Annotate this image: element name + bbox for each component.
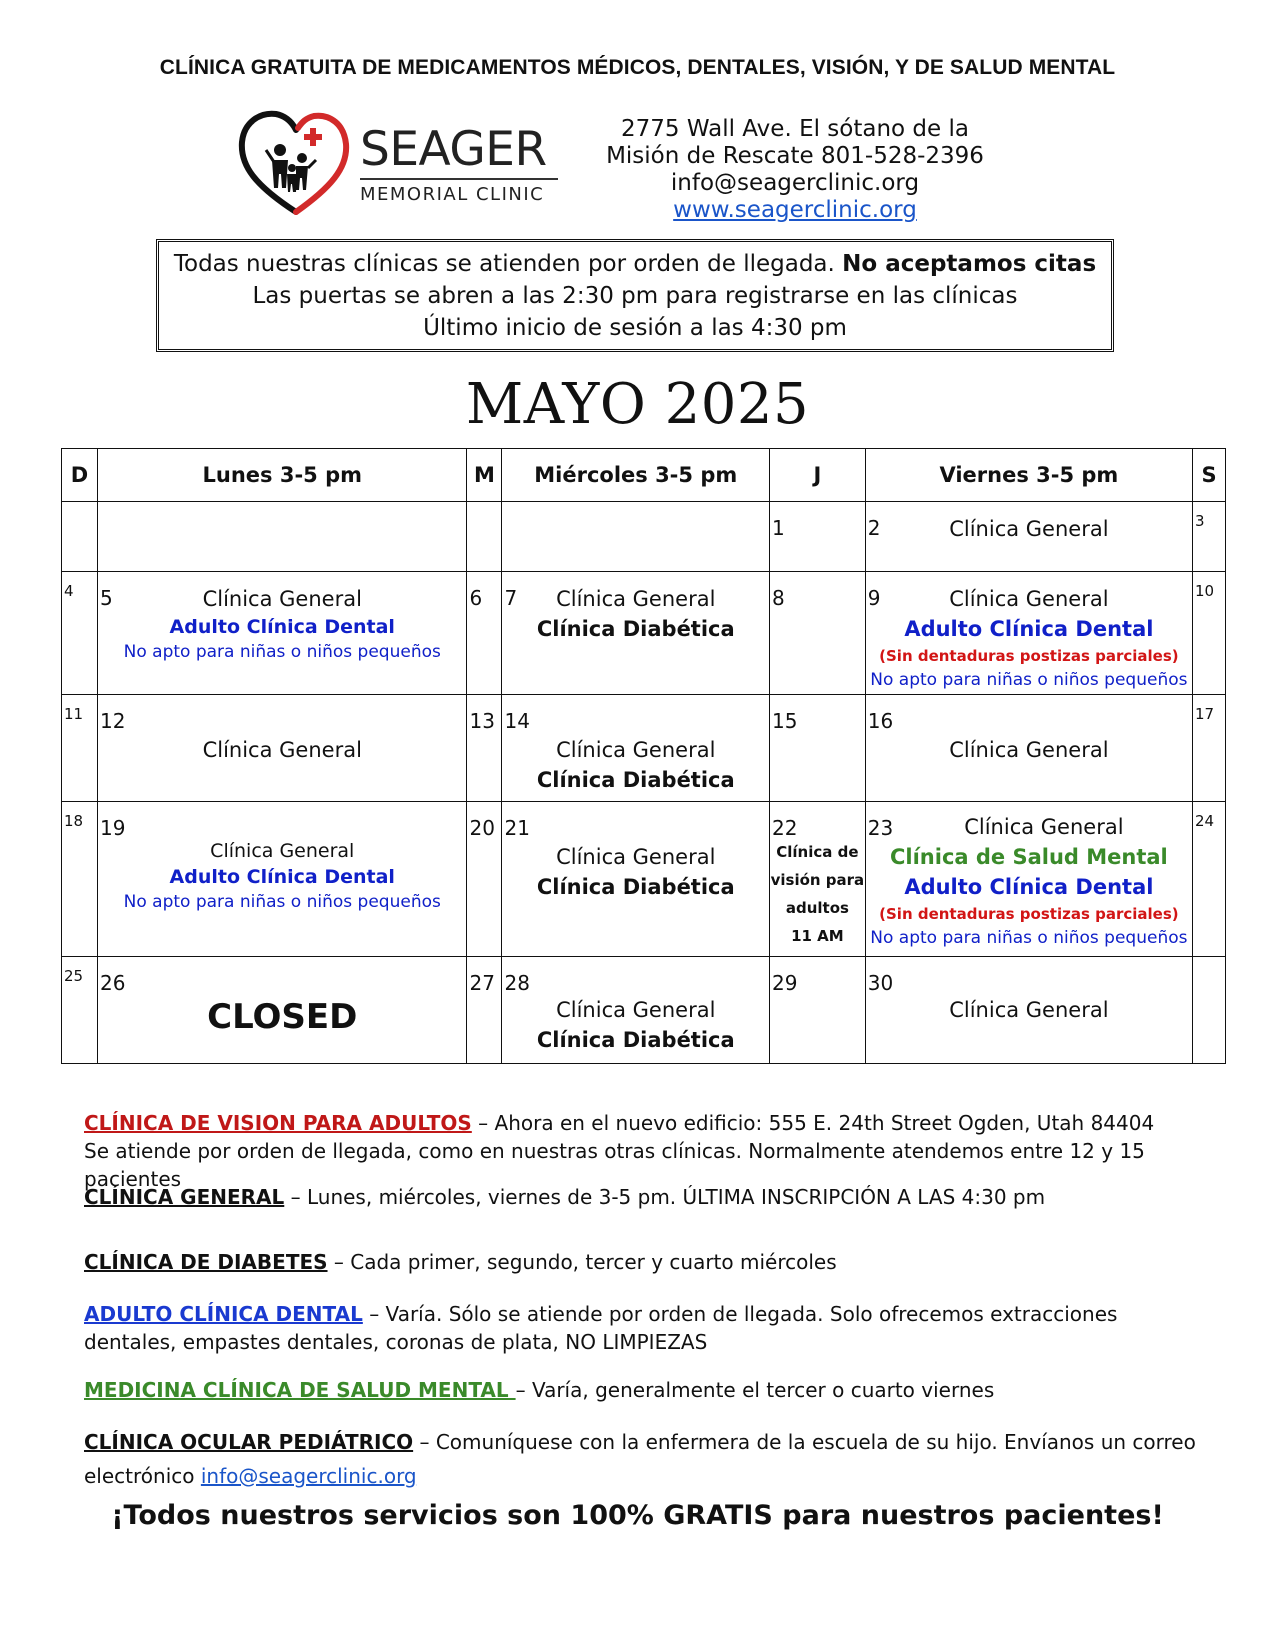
closed-label: CLOSED xyxy=(207,997,358,1037)
calendar-table xyxy=(61,448,1226,1064)
general-clinic-label: Clínica General xyxy=(202,738,362,762)
day-number: 16 xyxy=(867,709,894,733)
general-clinic-label: Clínica General xyxy=(556,845,716,869)
general-clinic-label: Clínica General xyxy=(210,840,355,862)
day-cell xyxy=(770,802,866,957)
notice-box xyxy=(156,239,1114,352)
day-number: 4 xyxy=(64,582,74,600)
day-cell xyxy=(1193,695,1226,802)
day-number: 18 xyxy=(64,812,84,830)
day-cell xyxy=(1193,802,1226,957)
week-row xyxy=(62,695,1226,802)
day-number: 25 xyxy=(64,967,84,985)
day-number: 30 xyxy=(867,971,894,995)
medical-cross-icon xyxy=(304,128,322,146)
day-number: 23 xyxy=(867,816,894,840)
week-row xyxy=(62,572,1226,695)
header-jueves: J xyxy=(770,449,866,502)
legend-dental: ADULTO CLÍNICA DENTAL – Varía. Sólo se atiende por orden de llegada. Solo ofrecemos extracciones dentales, empastes dentales, coronas de plata, NO LIMPIEZAS xyxy=(84,1302,1118,1354)
day-number: 3 xyxy=(1195,512,1205,530)
day-cell xyxy=(865,695,1192,802)
day-cell xyxy=(502,957,770,1064)
legend-mental-label: MEDICINA CLÍNICA DE SALUD MENTAL xyxy=(84,1378,516,1402)
diabetes-clinic-label: Clínica Diabética xyxy=(536,768,735,792)
adult-vision-clinic-note: Clínica de visión para adultos 11 AM xyxy=(770,843,865,945)
day-number: 20 xyxy=(469,816,495,840)
day-cell xyxy=(1193,502,1226,572)
legend-general-label: CLÍNICA GENERAL xyxy=(84,1185,285,1209)
notice-line-3: Último inicio de sesión a las 4:30 pm xyxy=(423,315,847,341)
week-row xyxy=(62,802,1226,957)
day-cell xyxy=(98,802,467,957)
header-domingo: D xyxy=(62,449,98,502)
notice-line-1: Todas nuestras clínicas se atienden por orden de llegada. No aceptamos citas xyxy=(173,251,1097,277)
dental-clinic-label: Adulto Clínica Dental xyxy=(169,616,395,638)
diabetes-clinic-label: Clínica Diabética xyxy=(536,875,735,899)
day-number: 10 xyxy=(1195,582,1215,600)
legend-vision: CLÍNICA DE VISION PARA ADULTOS – Ahora en el nuevo edificio: 555 E. 24th Street Ogden, Utah 84404 Se atiende por orden de llegada, como en nuestras otras clínicas. Normalmente atendemos entre 12 y 15 pacientes xyxy=(84,1111,1155,1191)
header-lunes: Lunes 3-5 pm xyxy=(98,449,467,502)
website-link[interactable]: www.seagerclinic.org xyxy=(673,197,917,223)
mental-health-clinic-label: Clínica de Salud Mental xyxy=(890,845,1168,869)
day-cell xyxy=(467,802,502,957)
day-cell xyxy=(502,695,770,802)
logo-divider xyxy=(360,178,558,180)
logo-subtitle: MEMORIAL CLINIC xyxy=(360,184,545,205)
no-dentures-note: (Sin dentaduras postizas parciales) xyxy=(879,647,1179,665)
legend-eye: CLÍNICA OCULAR PEDIÁTRICO – Comuníquese con la enfermera de la escuela de su hijo. Envíanos un correo electrónico info@seagerclinic.org xyxy=(84,1430,1196,1488)
day-number: 28 xyxy=(504,971,530,995)
legend-dental-label: ADULTO CLÍNICA DENTAL xyxy=(84,1302,363,1326)
day-cell xyxy=(62,695,98,802)
family-icon xyxy=(266,144,316,192)
no-kids-note: No apto para niñas o niños pequeños xyxy=(123,892,441,912)
day-cell xyxy=(502,572,770,695)
day-number: 9 xyxy=(867,586,881,610)
day-cell xyxy=(98,502,467,572)
legend-mental: MEDICINA CLÍNICA DE SALUD MENTAL – Varía, generalmente el tercer o cuarto viernes xyxy=(84,1378,995,1402)
no-kids-note: No apto para niñas o niños pequeños xyxy=(870,670,1188,690)
email-link[interactable]: info@seagerclinic.org xyxy=(200,1464,417,1488)
month-title: MAYO 2025 xyxy=(465,372,810,437)
day-number: 27 xyxy=(469,971,495,995)
no-kids-note: No apto para niñas o niños pequeños xyxy=(123,642,441,662)
legend-diabetes: CLÍNICA DE DIABETES – Cada primer, segundo, tercer y cuarto miércoles xyxy=(84,1250,837,1274)
day-cell xyxy=(98,572,467,695)
day-cell xyxy=(770,502,866,572)
day-cell xyxy=(865,802,1192,957)
day-number: 12 xyxy=(100,709,126,733)
day-cell xyxy=(865,572,1192,695)
legend-eye-label: CLÍNICA OCULAR PEDIÁTRICO xyxy=(84,1430,414,1454)
day-number: 21 xyxy=(504,816,530,840)
heart-logo-icon xyxy=(236,108,356,220)
general-clinic-label: Clínica General xyxy=(949,738,1109,762)
day-number: 29 xyxy=(772,971,798,995)
day-cell xyxy=(467,957,502,1064)
notice-line-2: Las puertas se abren a las 2:30 pm para registrarse en las clínicas xyxy=(252,283,1018,309)
day-number: 7 xyxy=(504,586,518,610)
legend-diabetes-label: CLÍNICA DE DIABETES xyxy=(84,1250,328,1274)
day-cell xyxy=(770,957,866,1064)
diabetes-clinic-label: Clínica Diabética xyxy=(536,617,735,641)
day-number: 17 xyxy=(1195,705,1215,723)
day-cell xyxy=(1193,957,1226,1064)
no-dentures-note: (Sin dentaduras postizas parciales) xyxy=(879,905,1179,923)
day-number: 24 xyxy=(1195,812,1215,830)
day-cell xyxy=(62,957,98,1064)
header-miercoles: Miércoles 3-5 pm xyxy=(502,449,770,502)
general-clinic-label: Clínica General xyxy=(964,815,1124,839)
legend-vision-label: CLÍNICA DE VISION PARA ADULTOS xyxy=(84,1111,472,1135)
day-cell xyxy=(98,957,467,1064)
legend-vision-detail: Se atiende por orden de llegada, como en nuestras otras clínicas. Normalmente atendemos entre 12 y 15 pacientes xyxy=(84,1139,1145,1191)
day-number: 6 xyxy=(469,586,483,610)
header-viernes: Viernes 3-5 pm xyxy=(865,449,1192,502)
day-number: 5 xyxy=(100,586,113,610)
day-cell xyxy=(770,572,866,695)
day-number: 26 xyxy=(100,971,126,995)
week-row xyxy=(62,957,1226,1064)
address-line-2: Misión de Rescate 801-528-2396 xyxy=(606,143,984,169)
general-clinic-label: Clínica General xyxy=(202,587,362,611)
day-number: 22 xyxy=(772,816,798,840)
day-number: 14 xyxy=(504,709,530,733)
general-clinic-label: Clínica General xyxy=(556,587,716,611)
legend-general: CLÍNICA GENERAL – Lunes, miércoles, viernes de 3-5 pm. ÚLTIMA INSCRIPCIÓN A LAS 4:30 pm xyxy=(84,1185,1046,1209)
calendar-header-row xyxy=(62,449,1226,502)
logo-wordmark: SEAGER xyxy=(360,122,547,177)
contact-email: info@seagerclinic.org xyxy=(670,170,920,196)
day-number: 19 xyxy=(100,816,126,840)
day-cell xyxy=(865,957,1192,1064)
day-cell xyxy=(770,695,866,802)
day-cell xyxy=(502,802,770,957)
dental-clinic-label: Adulto Clínica Dental xyxy=(169,866,395,888)
footer-banner: ¡Todos nuestros servicios son 100% GRATIS para nuestros pacientes! xyxy=(111,1500,1164,1531)
day-cell xyxy=(62,502,98,572)
day-cell xyxy=(62,572,98,695)
header-martes: M xyxy=(467,449,502,502)
diabetes-clinic-label: Clínica Diabética xyxy=(536,1028,735,1052)
day-cell xyxy=(865,502,1192,572)
general-clinic-label: Clínica General xyxy=(949,517,1109,541)
general-clinic-label: Clínica General xyxy=(556,738,716,762)
no-kids-note: No apto para niñas o niños pequeños xyxy=(870,928,1188,948)
header-sabado: S xyxy=(1193,449,1226,502)
dental-clinic-label: Adulto Clínica Dental xyxy=(904,617,1154,641)
general-clinic-label: Clínica General xyxy=(949,587,1109,611)
day-cell xyxy=(467,502,502,572)
general-clinic-label: Clínica General xyxy=(556,998,716,1022)
day-number: 2 xyxy=(867,516,881,540)
general-clinic-label: Clínica General xyxy=(949,998,1109,1022)
day-cell xyxy=(62,802,98,957)
day-number: 1 xyxy=(772,516,785,540)
day-cell xyxy=(98,695,467,802)
week-row xyxy=(62,502,1226,572)
day-cell xyxy=(1193,572,1226,695)
day-cell xyxy=(502,502,770,572)
dental-clinic-label: Adulto Clínica Dental xyxy=(904,875,1154,899)
contact-info xyxy=(590,116,1000,224)
day-number: 11 xyxy=(64,705,84,723)
day-number: 15 xyxy=(772,709,798,733)
page-title: CLÍNICA GRATUITA DE MEDICAMENTOS MÉDICOS, DENTALES, VISIÓN, Y DE SALUD MENTAL xyxy=(159,56,1116,79)
address-line-1: 2775 Wall Ave. El sótano de la xyxy=(621,116,969,142)
day-cell xyxy=(467,695,502,802)
day-number: 8 xyxy=(772,586,785,610)
clinic-logo xyxy=(236,108,566,220)
day-number: 13 xyxy=(469,709,495,733)
day-cell xyxy=(467,572,502,695)
